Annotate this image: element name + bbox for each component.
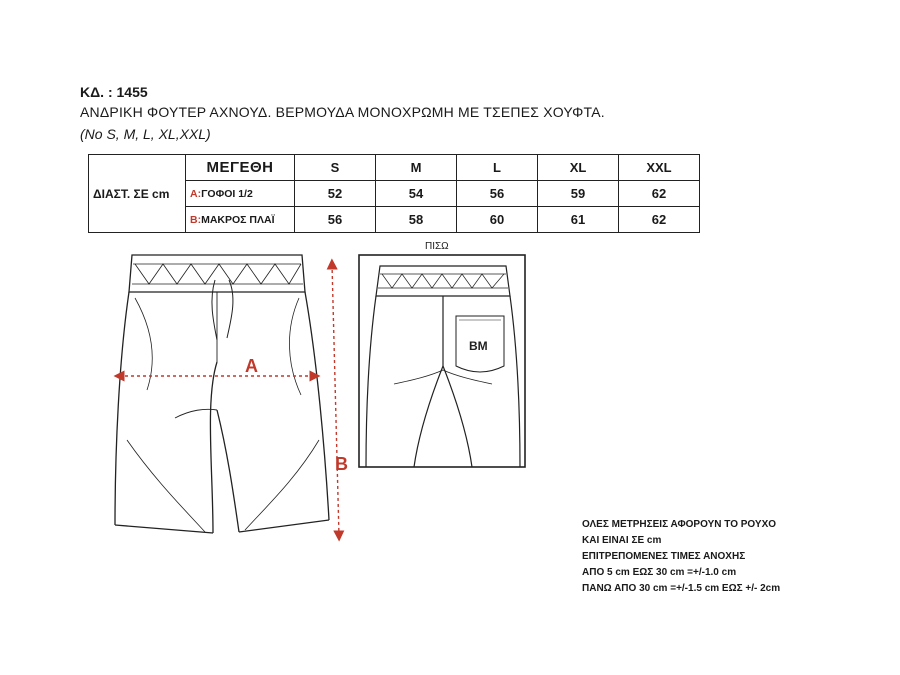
size-m: M xyxy=(376,155,457,181)
back-view-frame xyxy=(359,255,525,467)
note-line: ΑΠΟ 5 cm ΕΩΣ 30 cm =+/-1.0 cm xyxy=(582,567,737,578)
measurement-a-marker: A xyxy=(245,356,258,376)
size-xxl: XXL xyxy=(619,155,700,181)
measurement-b-arrow xyxy=(332,264,339,536)
size-s: S xyxy=(295,155,376,181)
size-header-row xyxy=(89,155,700,181)
size-table xyxy=(88,154,700,233)
value-a-l: 56 xyxy=(457,181,538,207)
measurement-b-letter: B: xyxy=(190,213,202,226)
size-l: L xyxy=(457,155,538,181)
dimension-unit-label: ΔΙΑΣΤ. ΣΕ cm xyxy=(89,155,186,233)
sizes-note: (No S, M, L, XL,XXL) xyxy=(80,126,211,142)
measurement-a-letter: A: xyxy=(190,187,202,200)
value-a-m: 54 xyxy=(376,181,457,207)
measurement-b-marker: B xyxy=(335,454,348,474)
value-b-l: 60 xyxy=(457,207,538,233)
measurement-b-name: ΜΑΚΡΟΣ ΠΛΑΪ xyxy=(201,213,275,226)
value-b-xxl: 62 xyxy=(619,207,700,233)
back-view-title: ΠΙΣΩ xyxy=(425,241,449,252)
measurement-a-label xyxy=(186,181,295,207)
value-a-s: 52 xyxy=(295,181,376,207)
value-b-m: 58 xyxy=(376,207,457,233)
front-view-drawing xyxy=(105,250,360,550)
measurement-notes xyxy=(582,517,780,597)
pocket-label: BM xyxy=(469,339,488,353)
note-line: ΟΛΕΣ ΜΕΤΡΗΣΕΙΣ ΑΦΟΡΟΥΝ ΤΟ ΡΟΥΧΟ xyxy=(582,519,777,530)
size-header: ΜΕΓΕΘΗ xyxy=(186,155,295,181)
measurement-a-name: ΓΟΦΟΙ 1/2 xyxy=(201,187,253,200)
shorts-front-outline xyxy=(115,255,329,533)
note-line: ΠΑΝΩ ΑΠΟ 30 cm =+/-1.5 cm ΕΩΣ +/- 2cm xyxy=(582,583,781,594)
back-view-drawing xyxy=(358,254,528,470)
product-description: ΑΝΔΡΙΚΗ ΦΟΥΤΕΡ ΑΧΝΟΥΔ. ΒΕΡΜΟΥΔΑ ΜΟΝΟΧΡΩΜΗ ΜΕ ΤΣΕΠΕΣ ΧΟΥΦΤΑ. xyxy=(80,104,605,120)
measurement-b-label xyxy=(186,207,295,233)
note-line: ΕΠΙΤΡΕΠΟΜΕΝΕΣ ΤΙΜΕΣ ΑΝΟΧΗΣ xyxy=(582,551,746,562)
note-line: ΚΑΙ ΕΙΝΑΙ ΣΕ cm xyxy=(582,535,662,546)
shorts-back-outline xyxy=(366,266,520,467)
value-a-xl: 59 xyxy=(538,181,619,207)
value-b-xl: 61 xyxy=(538,207,619,233)
value-a-xxl: 62 xyxy=(619,181,700,207)
size-xl: XL xyxy=(538,155,619,181)
value-b-s: 56 xyxy=(295,207,376,233)
product-code: ΚΔ. : 1455 xyxy=(80,84,148,100)
